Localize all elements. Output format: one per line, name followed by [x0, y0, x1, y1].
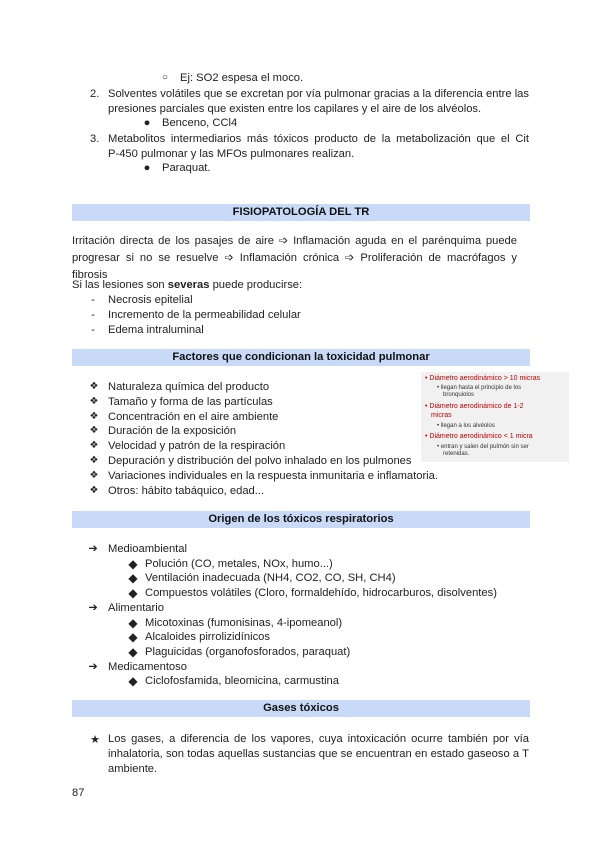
- list-item-line: P-450 pulmonar y las MFOs pulmonares realizan.: [108, 147, 355, 160]
- severe-suffix: puede producirse:: [209, 279, 303, 291]
- paragraph-line: ambiente.: [108, 763, 158, 775]
- paragraph-line: Irritación directa de los pasajes de aire ➩ Inflamación aguda en el parénquima puede: [72, 235, 517, 247]
- paragraph: [72, 233, 517, 284]
- figure-line: micras: [431, 412, 452, 419]
- diamond-bullet-icon: ◆: [128, 556, 138, 571]
- arrow-right-icon: ➔: [88, 601, 98, 614]
- star-bullet-icon: ★: [90, 734, 100, 746]
- bullet-text: Paraquat.: [162, 162, 211, 174]
- section-heading: Gases tóxicos: [72, 700, 530, 717]
- severe-sentence: [72, 278, 302, 292]
- origin-group-label: Medicamentoso: [108, 660, 187, 673]
- origin-item: Compuestos volátiles (Cloro, formaldehído, hidrocarburos, disolventes): [145, 587, 497, 600]
- diamond-bullet-icon: ◆: [128, 674, 138, 689]
- bullet-icon: ●: [143, 162, 151, 174]
- diamond-cluster-icon: ❖: [89, 484, 99, 496]
- section-heading: FISIOPATOLOGÍA DEL TR: [72, 204, 530, 221]
- page-number: 87: [72, 787, 85, 799]
- figure-note: • entran y salen del pulmón sin ser: [437, 444, 529, 450]
- list-number: 3.: [90, 133, 100, 145]
- section-heading: Origen de los tóxicos respiratorios: [72, 511, 530, 528]
- figure-line: • Diámetro aerodinámico < 1 micra: [425, 433, 533, 440]
- list-item-text: [108, 132, 529, 161]
- severe-bold: severas: [167, 279, 210, 291]
- origin-item: Alcaloides pirrolizidínicos: [145, 631, 270, 644]
- origin-group-label: Alimentario: [108, 601, 164, 614]
- dash-bullet-icon: -: [91, 324, 95, 336]
- factor-item: Velocidad y patrón de la respiración: [108, 440, 286, 453]
- paragraph-line: inhalatoria, son todas aquellas sustancias que se encuentran en estado gaseoso a T: [108, 748, 529, 760]
- circle-bullet-icon: ○: [161, 72, 169, 83]
- diamond-bullet-icon: ◆: [128, 615, 138, 630]
- factor-item: Depuración y distribución del polvo inhalado en los pulmones: [108, 455, 412, 467]
- factor-item: Otros: hábito tabáquico, edad...: [108, 484, 265, 497]
- origin-item: Plaguicidas (organofosforados, paraquat): [145, 645, 351, 658]
- diamond-bullet-icon: ◆: [128, 630, 138, 645]
- diamond-bullet-icon: ◆: [128, 644, 138, 659]
- severe-prefix: Si las lesiones son: [72, 279, 168, 291]
- figure-note: • llegan a los alvéolos: [437, 423, 495, 429]
- figure-line: • Diámetro aerodinámico de 1-2: [425, 403, 524, 410]
- paragraph: [108, 732, 529, 777]
- factor-item: Variaciones individuales en la respuesta inmunitaria e inflamatoria.: [108, 469, 439, 482]
- list-item-text: [108, 87, 529, 116]
- bullet-text: Benceno, CCl4: [162, 117, 238, 129]
- diamond-cluster-icon: ❖: [89, 440, 99, 452]
- lesion-item: Incremento de la permeabilidad celular: [108, 309, 301, 321]
- list-item-line: Solventes volátiles que se excretan por vía pulmonar gracias a la diferencia entre las: [108, 88, 529, 100]
- dash-bullet-icon: -: [91, 294, 95, 306]
- diamond-cluster-icon: ❖: [89, 410, 99, 422]
- factor-item: Duración de la exposición: [108, 425, 237, 438]
- bullet-icon: ●: [143, 117, 151, 129]
- origin-group-label: Medioambiental: [108, 543, 187, 555]
- figure-note: • llegan hasta el principio de los: [437, 385, 522, 391]
- dash-bullet-icon: -: [91, 309, 95, 321]
- origin-item: Polución (CO, metales, NOx, humo...): [145, 557, 333, 570]
- diamond-bullet-icon: ◆: [128, 586, 138, 601]
- figure-note: bronquiolos: [443, 392, 475, 398]
- diamond-bullet-icon: ◆: [128, 571, 138, 586]
- origin-item: Ventilación inadecuada (NH4, CO2, CO, SH, CH4): [145, 572, 396, 585]
- list-item-line: Metabolitos intermediarios más tóxicos producto de la metabolización que el Cit: [108, 133, 529, 145]
- factor-item: Concentración en el aire ambiente: [108, 410, 279, 423]
- lesion-item: Edema intraluminal: [108, 324, 204, 336]
- factor-item: Naturaleza química del producto: [108, 381, 270, 393]
- list-number: 2.: [90, 88, 100, 100]
- section-heading: Factores que condicionan la toxicidad pulmonar: [72, 349, 530, 366]
- paragraph-line: progresar si no se resuelve ➩ Inflamación crónica ➩ Proliferación de macrófagos y fibrosis: [72, 252, 517, 281]
- arrow-right-icon: ➔: [88, 660, 98, 673]
- figure-note: retenidas.: [443, 451, 470, 457]
- origin-item: Ciclofosfamida, bleomicina, carmustina: [145, 675, 339, 688]
- origin-item: Micotoxinas (fumonisinas, 4-ipomeanol): [145, 616, 343, 629]
- example-text: Ej: SO2 espesa el moco.: [180, 72, 304, 84]
- diamond-cluster-icon: ❖: [89, 425, 99, 437]
- arrow-right-icon: ➔: [88, 543, 98, 555]
- diamond-cluster-icon: ❖: [89, 455, 99, 466]
- lesion-item: Necrosis epitelial: [108, 294, 193, 306]
- particle-size-figure: [421, 372, 569, 462]
- figure-line: • Diámetro aerodinámico > 10 micras: [425, 375, 541, 382]
- diamond-cluster-icon: ❖: [89, 381, 99, 392]
- diamond-cluster-icon: ❖: [89, 469, 99, 481]
- list-item-line: presiones parciales que existen entre los capilares y el aire de los alvéolos.: [108, 102, 482, 115]
- factor-item: Tamaño y forma de las partículas: [108, 395, 273, 408]
- diamond-cluster-icon: ❖: [89, 395, 99, 407]
- paragraph-line: Los gases, a diferencia de los vapores, cuya intoxicación ocurre también por vía: [108, 733, 529, 745]
